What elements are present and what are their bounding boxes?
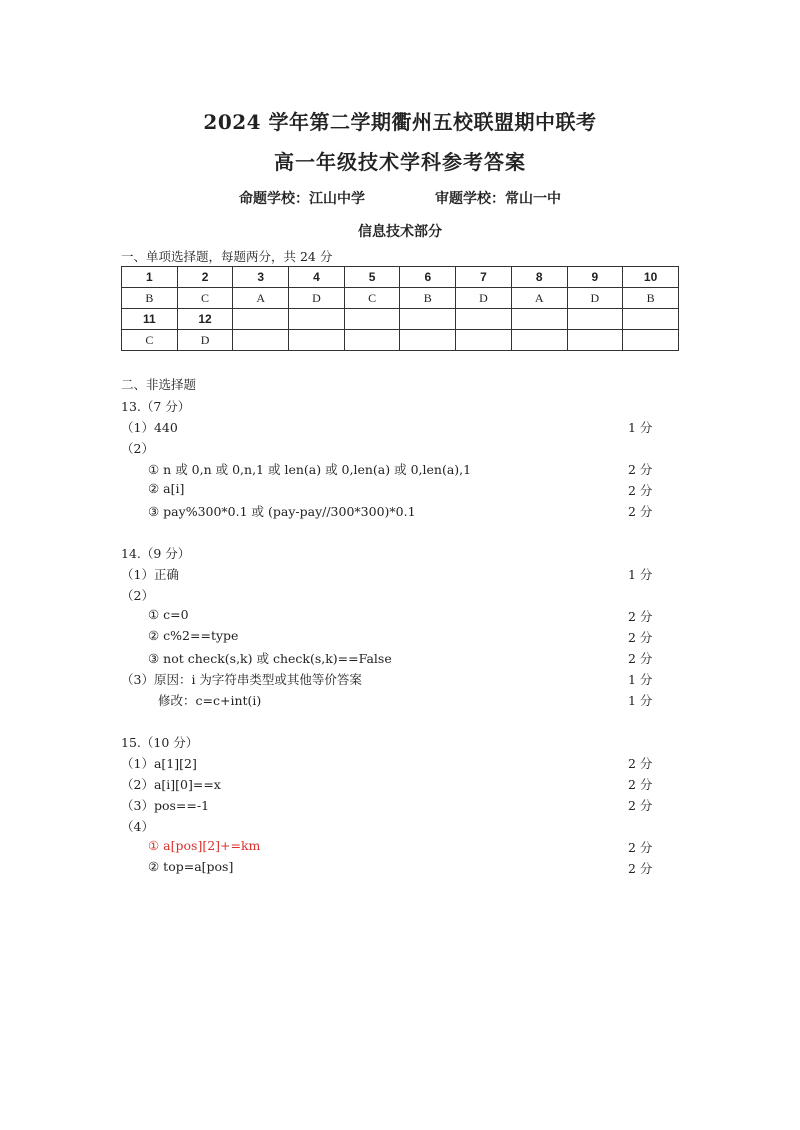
q15-title: 15.（10 分） bbox=[121, 735, 199, 750]
table-cell: A bbox=[233, 288, 289, 309]
table-cell: 2 bbox=[177, 267, 233, 288]
table-cell bbox=[289, 309, 345, 330]
table-cell: C bbox=[177, 288, 233, 309]
table-cell: 7 bbox=[456, 267, 512, 288]
table-cell: C bbox=[122, 330, 178, 351]
school-info bbox=[0, 188, 800, 208]
q14-part1-score: 1 分 bbox=[628, 567, 653, 582]
section1-heading: 一、单项选择题，每题两分，共 24 分 bbox=[121, 249, 333, 264]
q15-part2: （2）a[i][0]==x bbox=[121, 777, 221, 792]
q15-part3: （3）pos==-1 bbox=[121, 798, 210, 813]
table-cell: 11 bbox=[122, 309, 178, 330]
q15-answer1: ① a[pos][2]+=km bbox=[148, 838, 261, 853]
table-cell bbox=[289, 330, 345, 351]
table-cell bbox=[623, 309, 679, 330]
q14-title: 14.（9 分） bbox=[121, 546, 191, 561]
q13-part2: （2） bbox=[121, 441, 154, 456]
table-cell bbox=[511, 330, 567, 351]
section2-heading: 二、非选择题 bbox=[121, 377, 197, 392]
table-cell: B bbox=[623, 288, 679, 309]
q14-answer3-score: 2 分 bbox=[628, 651, 653, 666]
table-cell: B bbox=[400, 288, 456, 309]
table-cell: 4 bbox=[289, 267, 345, 288]
q14-answer2: ② c%2==type bbox=[148, 628, 239, 643]
table-cell: 12 bbox=[177, 309, 233, 330]
q14-part2: （2） bbox=[121, 588, 154, 603]
answer-key-title: 高一年级技术学科参考答案 bbox=[274, 150, 526, 174]
table-cell bbox=[233, 309, 289, 330]
q15-answer1-score: 2 分 bbox=[628, 840, 653, 855]
table-cell bbox=[567, 330, 623, 351]
q14-answer1: ① c=0 bbox=[148, 607, 189, 622]
table-cell bbox=[456, 309, 512, 330]
q13-answer1-score: 2 分 bbox=[628, 462, 653, 477]
part-title: 信息技术部分 bbox=[358, 224, 442, 240]
table-cell: C bbox=[344, 288, 400, 309]
table-cell: D bbox=[567, 288, 623, 309]
table-cell: D bbox=[177, 330, 233, 351]
q14-part3-score: 1 分 bbox=[628, 672, 653, 687]
reviewer-school: 审题学校：常山一中 bbox=[435, 191, 561, 207]
table-cell: D bbox=[289, 288, 345, 309]
q14-answer2-score: 2 分 bbox=[628, 630, 653, 645]
q15-answer2-score: 2 分 bbox=[628, 861, 653, 876]
table-cell: 10 bbox=[623, 267, 679, 288]
q14-answer3: ③ not check(s,k) 或 check(s,k)==False bbox=[148, 651, 392, 666]
table-cell bbox=[344, 330, 400, 351]
table-cell bbox=[567, 309, 623, 330]
q14-fix-score: 1 分 bbox=[628, 693, 653, 708]
q13-answer2: ② a[i] bbox=[148, 481, 185, 496]
table-cell bbox=[511, 309, 567, 330]
q15-part4: （4） bbox=[121, 819, 154, 834]
table-row bbox=[122, 330, 679, 351]
table-row bbox=[122, 267, 679, 288]
table-cell: D bbox=[456, 288, 512, 309]
q13-answer3-score: 2 分 bbox=[628, 504, 653, 519]
q15-part1: （1）a[1][2] bbox=[121, 756, 197, 771]
table-cell: 6 bbox=[400, 267, 456, 288]
table-cell: A bbox=[511, 288, 567, 309]
q15-part1-score: 2 分 bbox=[628, 756, 653, 771]
q14-part3: （3）原因：i 为字符串类型或其他等价答案 bbox=[121, 672, 362, 687]
q15-answer2: ② top=a[pos] bbox=[148, 859, 234, 874]
q13-answer3: ③ pay%300*0.1 或 (pay-pay//300*300)*0.1 bbox=[148, 504, 416, 519]
table-row bbox=[122, 309, 679, 330]
q13-answer1: ① n 或 0,n 或 0,n,1 或 len(a) 或 0,len(a) 或 0,len(a),1 bbox=[148, 462, 472, 477]
exam-title: 2024 学年第二学期衢州五校联盟期中联考 bbox=[203, 110, 597, 134]
table-cell bbox=[456, 330, 512, 351]
table-cell: 3 bbox=[233, 267, 289, 288]
table-cell bbox=[233, 330, 289, 351]
q13-answer2-score: 2 分 bbox=[628, 483, 653, 498]
q14-fix: 修改：c=c+int(i) bbox=[158, 693, 262, 708]
table-cell: 1 bbox=[122, 267, 178, 288]
answer-table bbox=[121, 266, 679, 351]
q15-part3-score: 2 分 bbox=[628, 798, 653, 813]
table-cell bbox=[344, 309, 400, 330]
table-cell bbox=[400, 309, 456, 330]
table-cell: 8 bbox=[511, 267, 567, 288]
q13-title: 13.（7 分） bbox=[121, 399, 191, 414]
q15-part2-score: 2 分 bbox=[628, 777, 653, 792]
q14-part1: （1）正确 bbox=[121, 567, 179, 582]
table-cell bbox=[623, 330, 679, 351]
table-cell: 9 bbox=[567, 267, 623, 288]
q13-part1: （1）440 bbox=[121, 420, 178, 435]
q14-answer1-score: 2 分 bbox=[628, 609, 653, 624]
table-cell bbox=[400, 330, 456, 351]
table-cell: B bbox=[122, 288, 178, 309]
proposer-school: 命题学校：江山中学 bbox=[239, 191, 365, 207]
table-cell: 5 bbox=[344, 267, 400, 288]
q13-part1-score: 1 分 bbox=[628, 420, 653, 435]
table-row bbox=[122, 288, 679, 309]
